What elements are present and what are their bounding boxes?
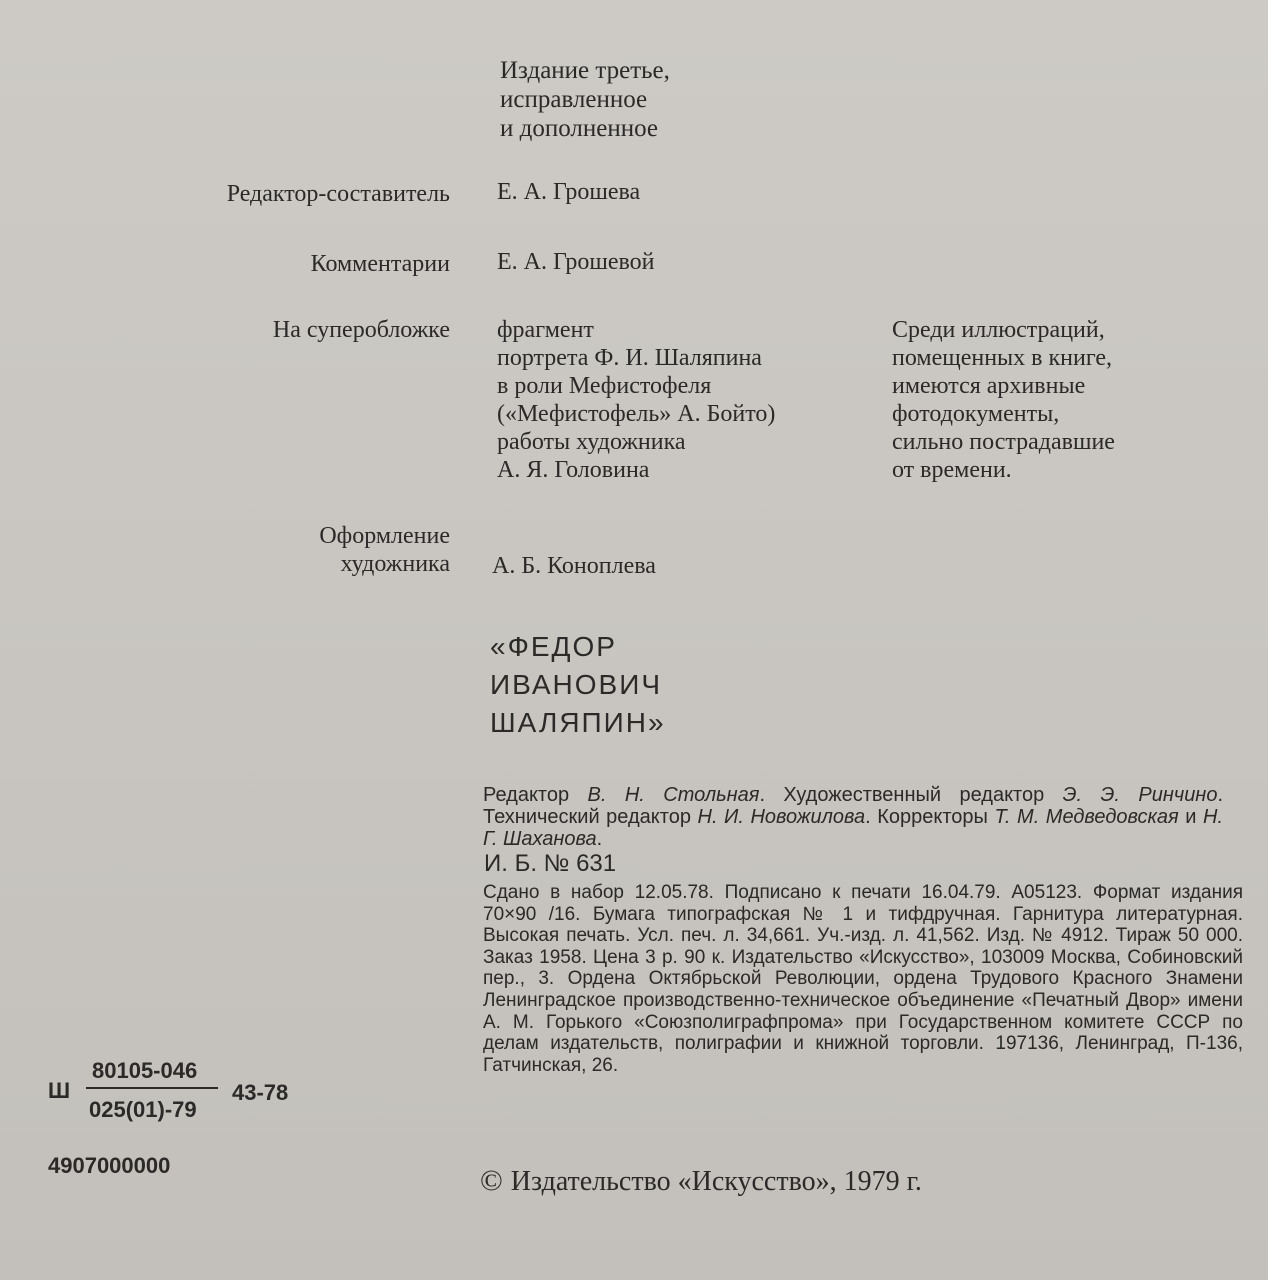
editor-name: В. Н. Стольная (587, 784, 760, 806)
cover-label: На суперобложке (272, 317, 450, 343)
editor-compiler-label: Редактор-составитель (226, 181, 450, 207)
isbn-code: 4907000000 (48, 1153, 171, 1178)
design-label: Оформление художника (319, 523, 450, 577)
editors-end: . (596, 828, 603, 850)
index-numerator: 80105-046 (92, 1058, 198, 1083)
editor-label: Редактор (483, 784, 588, 806)
correctors-label: . Корректоры (865, 806, 995, 828)
corrector-1-name: Т. М. Медведовская (994, 806, 1179, 828)
comments-label: Комментарии (310, 251, 450, 277)
art-editor-label: . Художественный редактор (759, 784, 1063, 806)
book-title: «ФЕДОР ИВАНОВИЧ ШАЛЯПИН» (490, 631, 666, 738)
design-value: А. Б. Коноплева (492, 553, 656, 579)
editor-compiler-value: Е. А. Грошева (497, 179, 641, 205)
index-letter: Ш (48, 1078, 71, 1103)
art-editor-name: Э. Э. Ринчино (1062, 784, 1218, 806)
index-fraction-line (86, 1087, 218, 1089)
copyright-icon: © (480, 1164, 503, 1197)
illustrations-note: Среди иллюстраций, помещенных в книге, имеются архивные фотодокументы, сильно пострадавшие от времени. (892, 317, 1115, 483)
corrector-2-name: Н. Г. Шаханова (483, 806, 1224, 850)
index-suffix: 43-78 (232, 1080, 289, 1105)
tech-editor-name: Н. И. Новожилова (697, 806, 866, 828)
edition-statement: Издание третье, исправленное и дополненное (500, 57, 670, 142)
comments-value: Е. А. Грошевой (497, 249, 655, 275)
copyright-line (480, 1164, 922, 1199)
ib-number: И. Б. № 631 (484, 850, 617, 877)
and-word: и (1178, 806, 1204, 828)
index-denominator: 025(01)-79 (89, 1097, 197, 1122)
tech-editor-label: . Технический редактор (483, 784, 1224, 828)
copyright-text: Издательство «Искусство», 1979 г. (510, 1166, 922, 1197)
cover-description: фрагмент портрета Ф. И. Шаляпина в роли Мефистофеля («Мефистофель» А. Бойто) работы художника А. Я. Головина (497, 317, 776, 483)
editors-block (483, 784, 1223, 850)
imprint-details: Сдано в набор 12.05.78. Подписано к печати 16.04.79. А05123. Формат издания 70×90 /16. Бумага типографская № 1 и тифдручная. Гарнитура литературная. Высокая печать. Усл. печ. л. 34,661. Уч.-изд. л. 41,562. Изд. № 4912. Тираж 50 000. Заказ 1958. Цена 3 р. 90 к. Издательство «Искусство», 103009 Москва, Собиновский пер., 3. Ордена Октябрьской Революции, ордена Трудового Красного Знамени Ленинградское производственно-техническое объединение «Печатный Двор» имени А. М. Горького «Союзполиграфпрома» при Государственном комитете СССР по делам издательств, полиграфии и книжной торговли. 197136, Ленинград, П-136, Гатчинская, 26. (483, 882, 1243, 1076)
